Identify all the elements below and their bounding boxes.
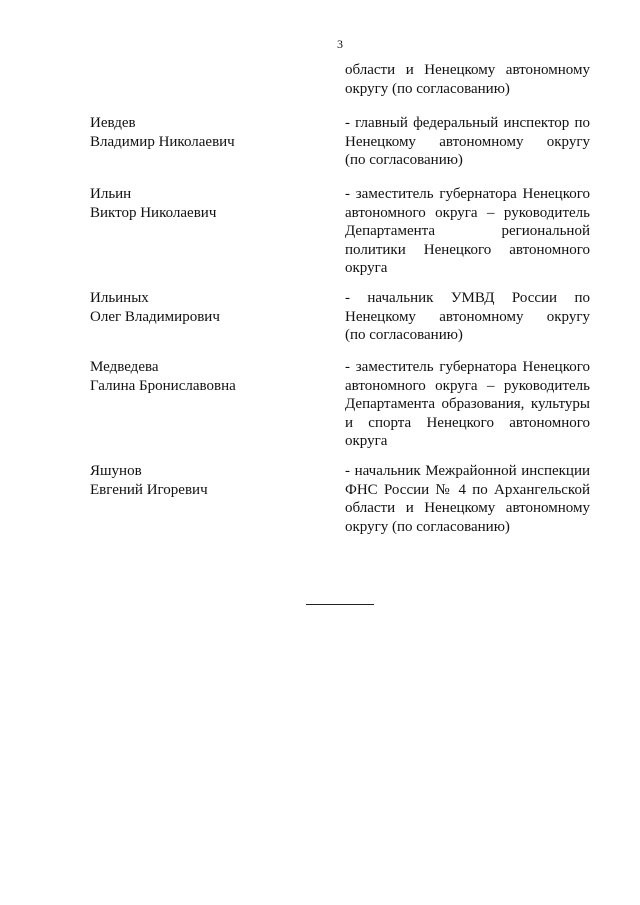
- member-name: [90, 358, 310, 395]
- member-given-name: Галина Брониславовна: [90, 377, 236, 394]
- member-name: [90, 114, 310, 151]
- member-role: [345, 462, 590, 536]
- role-line: Департамента региональной: [345, 223, 590, 239]
- end-divider-line: [306, 604, 374, 605]
- role-line: автономного округа – руководитель: [345, 377, 590, 394]
- role-line: и спорта Ненецкого автономного: [345, 414, 590, 431]
- role-line: - заместитель губернатора Ненецкого: [345, 359, 590, 375]
- member-role: [345, 358, 590, 451]
- member-name: [90, 289, 310, 326]
- role-line: автономного округа – руководитель: [345, 204, 590, 221]
- role-line: (по согласованию): [345, 327, 463, 343]
- role-line: политики Ненецкого автономного: [345, 241, 590, 258]
- role-line: округа: [345, 433, 388, 449]
- member-surname: Медведева: [90, 359, 159, 375]
- role-line: Департамента образования, культуры: [345, 396, 590, 412]
- member-name: [90, 185, 310, 222]
- role-line: округу (по согласованию): [345, 518, 510, 535]
- continuation-line: округу (по согласованию): [345, 80, 510, 97]
- role-line: (по согласованию): [345, 152, 463, 168]
- member-surname: Ильин: [90, 186, 132, 202]
- member-role: [345, 185, 590, 278]
- continuation-text: [345, 61, 590, 98]
- member-given-name: Олег Владимирович: [90, 308, 220, 325]
- member-surname: Ильиных: [90, 290, 149, 306]
- member-given-name: Евгений Игоревич: [90, 481, 208, 498]
- role-line: округа: [345, 260, 388, 276]
- member-surname: Иевдев: [90, 115, 136, 131]
- role-line: ФНС России № 4 по Архангельской: [345, 481, 590, 498]
- role-line: - главный федеральный инспектор по: [345, 115, 590, 131]
- role-line: Ненецкому автономному округу: [345, 308, 590, 325]
- page-number: 3: [337, 37, 343, 51]
- member-role: [345, 289, 590, 345]
- continuation-line: области и Ненецкому автономному: [345, 62, 590, 78]
- role-line: - начальник Межрайонной инспекции: [345, 463, 590, 479]
- role-line: Ненецкому автономному округу: [345, 133, 590, 150]
- role-line: - начальник УМВД России по: [345, 290, 590, 306]
- member-given-name: Владимир Николаевич: [90, 133, 235, 150]
- member-role: [345, 114, 590, 170]
- role-line: области и Ненецкому автономному: [345, 500, 590, 516]
- member-name: [90, 462, 310, 499]
- role-line: - заместитель губернатора Ненецкого: [345, 186, 590, 202]
- member-given-name: Виктор Николаевич: [90, 204, 217, 221]
- member-surname: Яшунов: [90, 463, 142, 479]
